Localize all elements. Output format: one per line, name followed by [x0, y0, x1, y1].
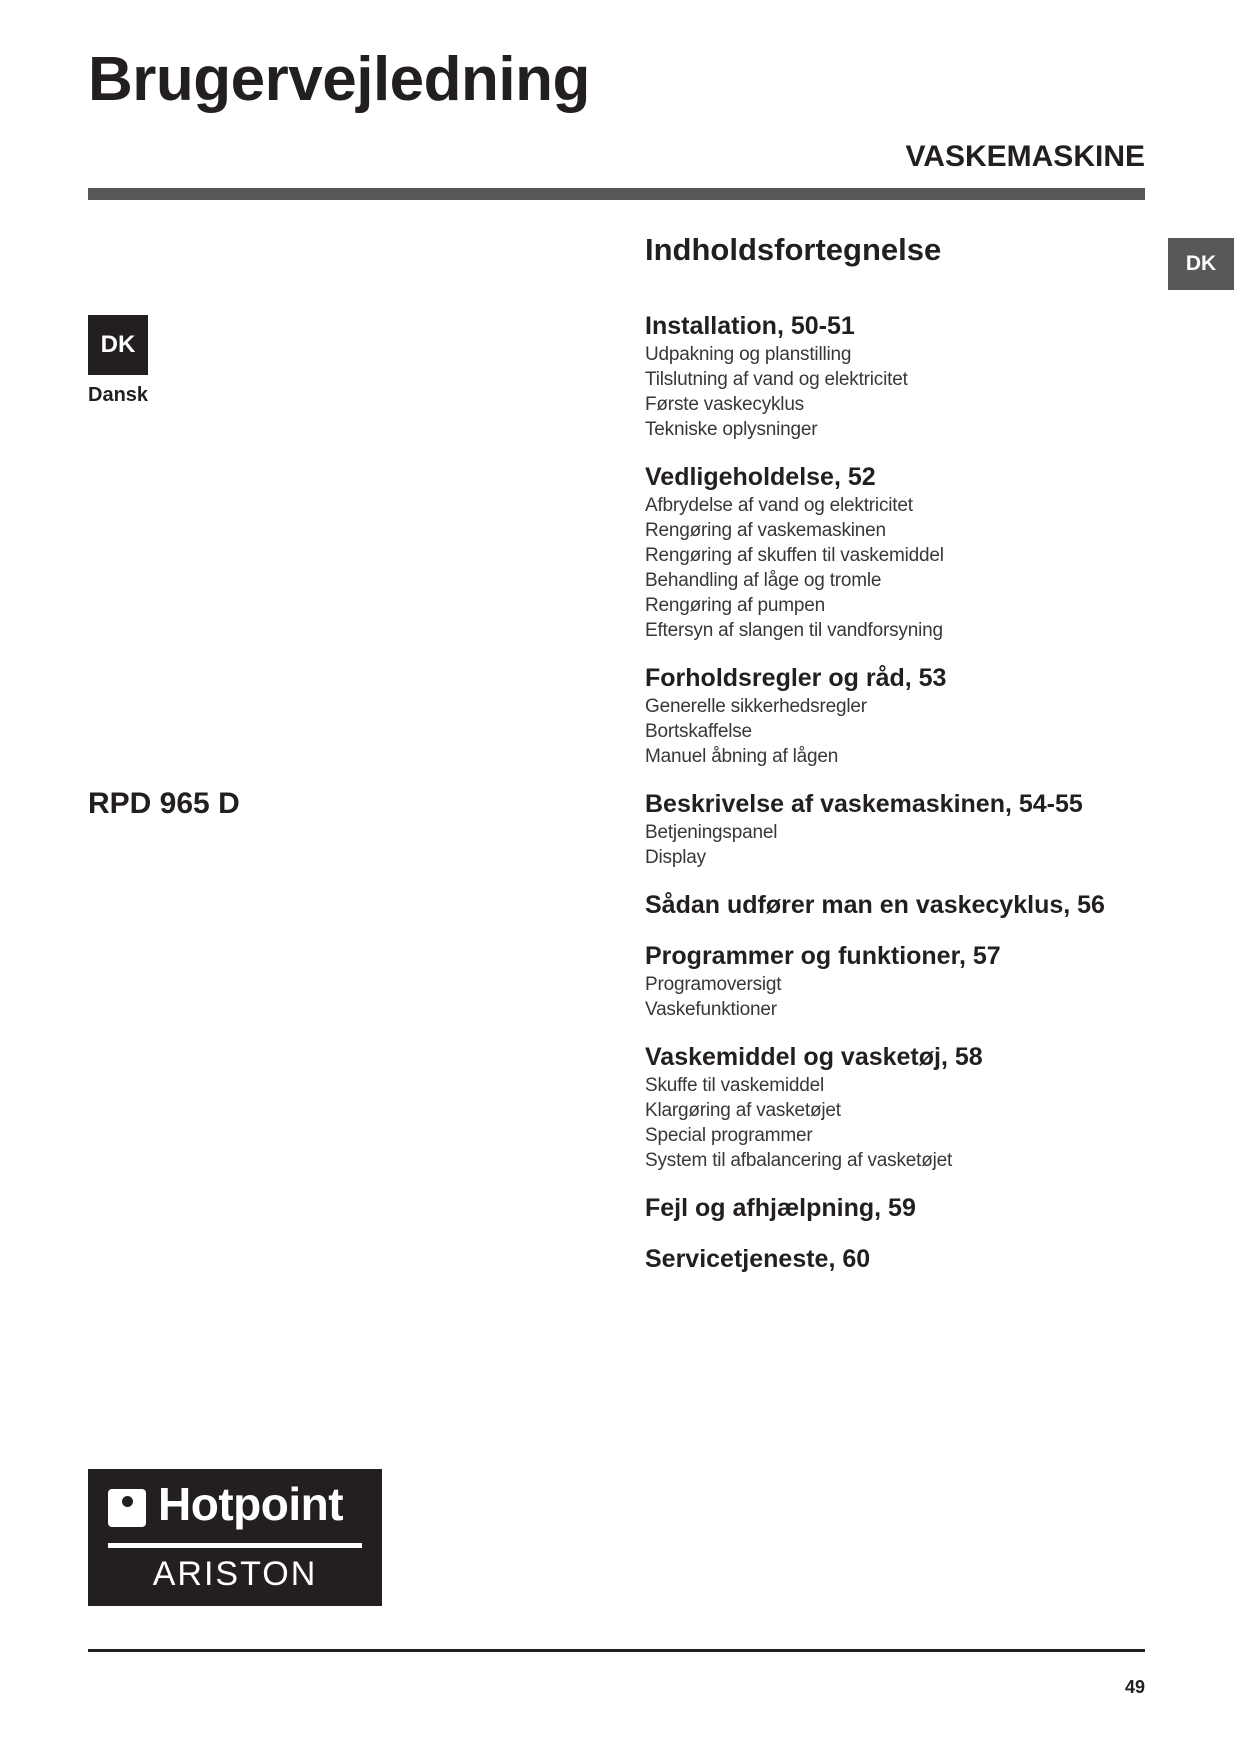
- toc-section: [645, 662, 1145, 769]
- toc-section-list: [645, 310, 1145, 1275]
- logo-divider: [108, 1543, 362, 1548]
- footer-rule: [88, 1649, 1145, 1652]
- toc-subitem: Manuel åbning af lågen: [645, 746, 839, 767]
- page-number: 49: [1124, 1677, 1145, 1697]
- toc-section-title: Forholdsregler og råd, 53: [645, 664, 947, 692]
- toc-subitem: Skuffe til vaskemiddel: [645, 1075, 825, 1096]
- toc-section: [645, 1192, 1145, 1224]
- language-side-tab: DK: [1168, 238, 1234, 290]
- toc-subitem: Betjeningspanel: [645, 822, 778, 843]
- toc-section: [645, 310, 1145, 442]
- hotpoint-ariston-logo: [88, 1469, 382, 1606]
- language-name: Dansk: [88, 384, 149, 406]
- toc-section-title: Programmer og funktioner, 57: [645, 942, 1001, 970]
- toc-section-title: Vedligeholdelse, 52: [645, 463, 876, 491]
- toc-subitem: Klargøring af vasketøjet: [645, 1100, 841, 1121]
- toc-section: [645, 788, 1145, 870]
- toc-subitem: Tilslutning af vand og elektricitet: [645, 369, 908, 390]
- logo-sub-text: ARISTON: [152, 1555, 318, 1593]
- toc-section-title: Installation, 50-51: [645, 312, 855, 340]
- toc-subitem: Eftersyn af slangen til vandforsyning: [645, 620, 943, 641]
- toc-subitem: Behandling af låge og tromle: [645, 570, 882, 591]
- toc-subitem: System til afbalancering af vasketøjet: [645, 1150, 953, 1171]
- document-subtitle: VASKEMASKINE: [905, 140, 1145, 173]
- toc-subitem: Rengøring af vaskemaskinen: [645, 520, 886, 541]
- toc-subitem: Første vaskecyklus: [645, 394, 804, 415]
- toc-section: [645, 461, 1145, 643]
- toc-section: [645, 1243, 1145, 1275]
- toc-subitem: Rengøring af skuffen til vaskemiddel: [645, 545, 944, 566]
- toc-subitem: Bortskaffelse: [645, 721, 752, 742]
- toc-section-title: Sådan udfører man en vaskecyklus, 56: [645, 891, 1105, 919]
- toc-section: [645, 1041, 1145, 1173]
- toc-subitem: Rengøring af pumpen: [645, 595, 825, 616]
- header-divider-bar: [88, 188, 1145, 200]
- toc-section-title: Vaskemiddel og vasketøj, 58: [645, 1043, 983, 1071]
- toc-subitem: Special programmer: [645, 1125, 813, 1146]
- toc-subitem: Afbrydelse af vand og elektricitet: [645, 495, 913, 516]
- document-title: Brugervejledning: [88, 45, 590, 114]
- toc-section-title: Beskrivelse af vaskemaskinen, 54-55: [645, 790, 1083, 818]
- toc-subitem: Display: [645, 847, 706, 868]
- toc-subitem: Programoversigt: [645, 974, 782, 995]
- table-of-contents: [645, 230, 1145, 1294]
- toc-section-title: Servicetjeneste, 60: [645, 1245, 871, 1273]
- logo-brand-text: Hotpoint: [158, 1478, 344, 1530]
- model-number: RPD 965 D: [88, 787, 240, 820]
- toc-section: [645, 889, 1145, 921]
- toc-subitem: Vaskefunktioner: [645, 999, 777, 1020]
- toc-section: [645, 940, 1145, 1022]
- toc-subitem: Tekniske oplysninger: [645, 419, 818, 440]
- toc-section-title: Fejl og afhjælpning, 59: [645, 1194, 916, 1222]
- toc-subitem: Generelle sikkerhedsregler: [645, 696, 867, 717]
- toc-heading: Indholdsfortegnelse: [645, 232, 942, 267]
- language-badge: DK: [88, 315, 148, 375]
- toc-subitem: Udpakning og planstilling: [645, 344, 852, 365]
- logo-mark-icon: [108, 1489, 146, 1527]
